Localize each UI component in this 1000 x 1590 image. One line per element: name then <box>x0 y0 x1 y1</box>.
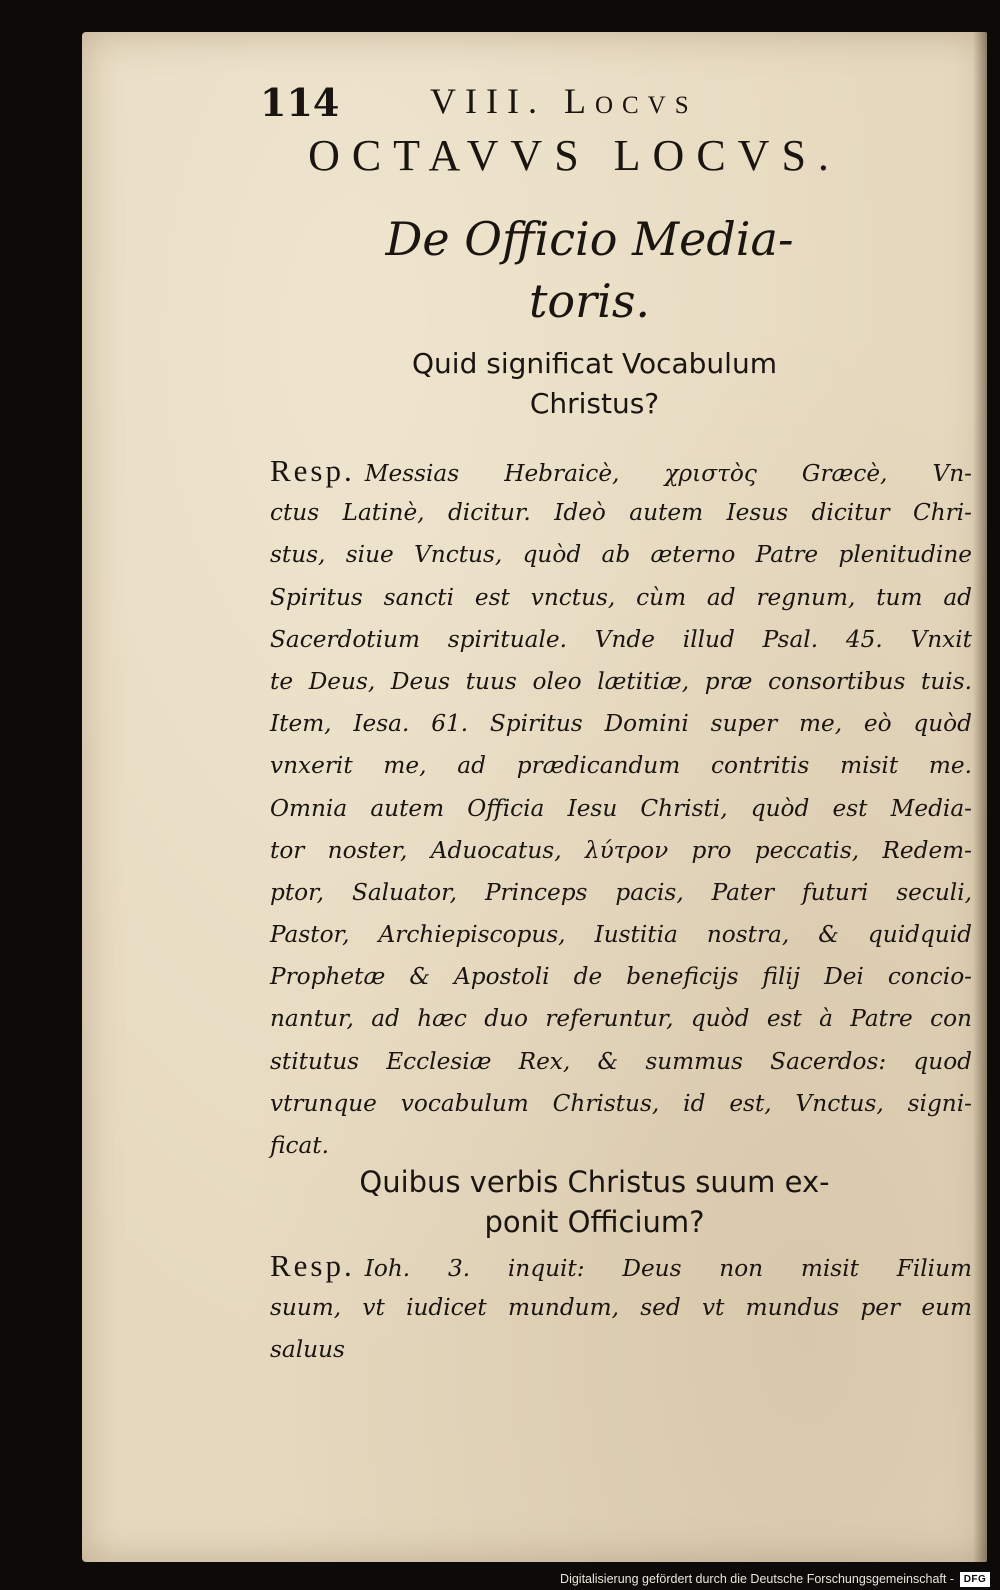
answer-line: te Deus, Deus tuus oleo lætitiæ, præ consortibus tuis. <box>270 667 972 695</box>
book-page <box>82 32 987 1562</box>
answer-line: Pastor, Archiepiscopus, Iustitia nostra, & quidquid <box>270 921 972 949</box>
section-title: OCTAVVS LOCVS. <box>308 131 841 180</box>
answer-line-text: Messias Hebraicè, χριστὸς Græcè, Vn- <box>364 460 972 487</box>
chapter-title <box>82 208 987 332</box>
page-text <box>82 32 987 1562</box>
chapter-title-line: toris. <box>528 274 651 328</box>
answer-line-text: Ioh. 3. inquit: Deus non misit Filium <box>364 1255 972 1282</box>
answer-line <box>270 1245 972 1287</box>
answer-line: ctus Latinè, dicitur. Ideò autem Iesus dicitur Chri- <box>270 499 972 527</box>
question-line: Quid significat Vocabulum <box>412 347 777 380</box>
answer-line: nantur, ad hæc duo referuntur, quòd est à Patre con <box>270 1005 972 1033</box>
question-heading <box>82 1162 987 1242</box>
question-line: Christus? <box>529 387 660 420</box>
answer-line: Prophetæ & Apostoli de beneficijs filij Dei concio- <box>270 963 972 991</box>
answer-line: vnxerit me, ad prædicandum contritis misit me. <box>270 752 972 780</box>
answer-line: tor noster, Aduocatus, λύτρον pro peccatis, Redem- <box>270 836 972 864</box>
question-heading <box>82 344 987 424</box>
page-number: 114 <box>260 80 340 125</box>
answer-line: Spiritus sancti est vnctus, cùm ad regnum, tum ad <box>270 583 972 611</box>
resp-label: Resp. <box>270 453 355 488</box>
answer-line: Omnia autem Officia Iesu Christi, quòd est Media- <box>270 794 972 822</box>
dfg-logo: DFG <box>960 1572 990 1587</box>
running-title: VIII. Locvs <box>430 81 698 121</box>
question-line: ponit Officium? <box>484 1205 705 1239</box>
answer-line: Item, Iesa. 61. Spiritus Domini super me, eò quòd <box>270 710 972 738</box>
answer-paragraph <box>270 450 972 1167</box>
answer-line: suum, vt iudicet mundum, sed vt mundus per eum <box>270 1294 972 1322</box>
answer-line: stus, siue Vnctus, quòd ab æterno Patre plenitudine <box>270 541 972 569</box>
resp-label: Resp. <box>270 1248 355 1283</box>
answer-line: ficat. <box>270 1132 329 1159</box>
answer-line <box>270 450 972 492</box>
answer-line: Sacerdotium spirituale. Vnde illud Psal. 45. Vnxit <box>270 625 972 653</box>
funding-credit: Digitalisierung gefördert durch die Deutsche Forschungsgemeinschaft - <box>560 1572 954 1586</box>
footer-bar <box>0 1566 1000 1590</box>
catchword: saluus <box>270 1336 345 1364</box>
chapter-title-line: De Officio Media- <box>385 212 794 266</box>
answer-line: ptor, Saluator, Princeps pacis, Pater futuri seculi, <box>270 878 972 906</box>
answer-paragraph <box>270 1245 972 1372</box>
question-line: Quibus verbis Christus suum ex- <box>359 1165 830 1199</box>
answer-line: stitutus Ecclesiæ Rex, & summus Sacerdos: quod <box>270 1047 972 1075</box>
answer-line: vtrunque vocabulum Christus, id est, Vnctus, signi- <box>270 1089 972 1117</box>
